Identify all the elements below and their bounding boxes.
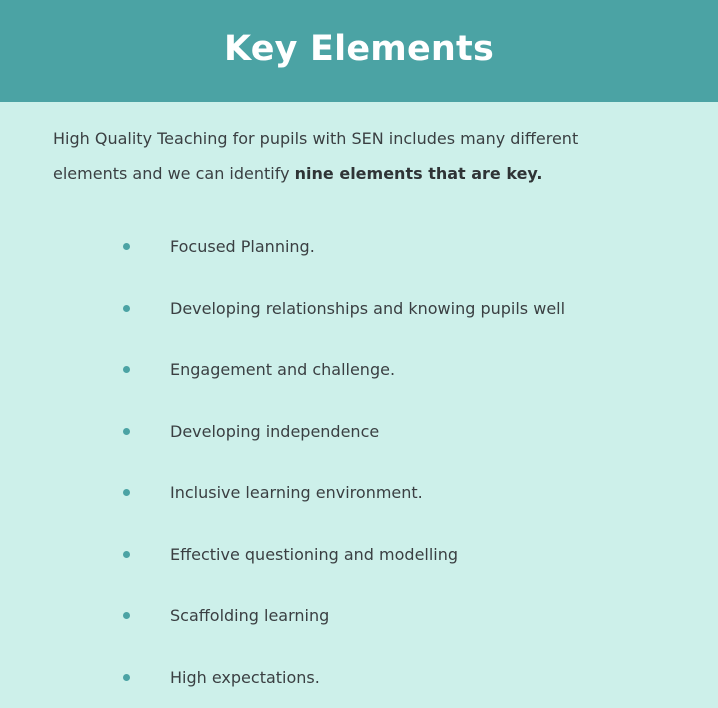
- list-item-text: Focused Planning.: [170, 237, 315, 257]
- bullet-icon: [123, 551, 130, 558]
- bullet-icon: [123, 305, 130, 312]
- bullet-icon: [123, 489, 130, 496]
- list-item-text: Inclusive learning environment.: [170, 483, 423, 503]
- intro-text: High Quality Teaching for pupils with SEN includes many different elements and we can identify: [53, 129, 579, 183]
- bullet-icon: [123, 243, 130, 250]
- bullet-icon: [123, 428, 130, 435]
- bullet-icon: [123, 674, 130, 681]
- list-item-text: Engagement and challenge.: [170, 360, 396, 380]
- page-title: Key Elements: [224, 29, 494, 69]
- intro-bold-text: nine elements that are key.: [294, 164, 543, 183]
- list-item-text: High expectations.: [170, 667, 320, 687]
- intro-paragraph: [53, 121, 653, 191]
- bullet-icon: [123, 612, 130, 619]
- list-item-text: Effective questioning and modelling: [170, 544, 459, 564]
- list-item-text: Developing independence: [170, 421, 380, 441]
- list-item-text: Scaffolding learning: [170, 606, 330, 626]
- bullet-icon: [123, 366, 130, 373]
- page-header: [0, 0, 718, 102]
- list-item-text: Developing relationships and knowing pupils well: [170, 298, 566, 318]
